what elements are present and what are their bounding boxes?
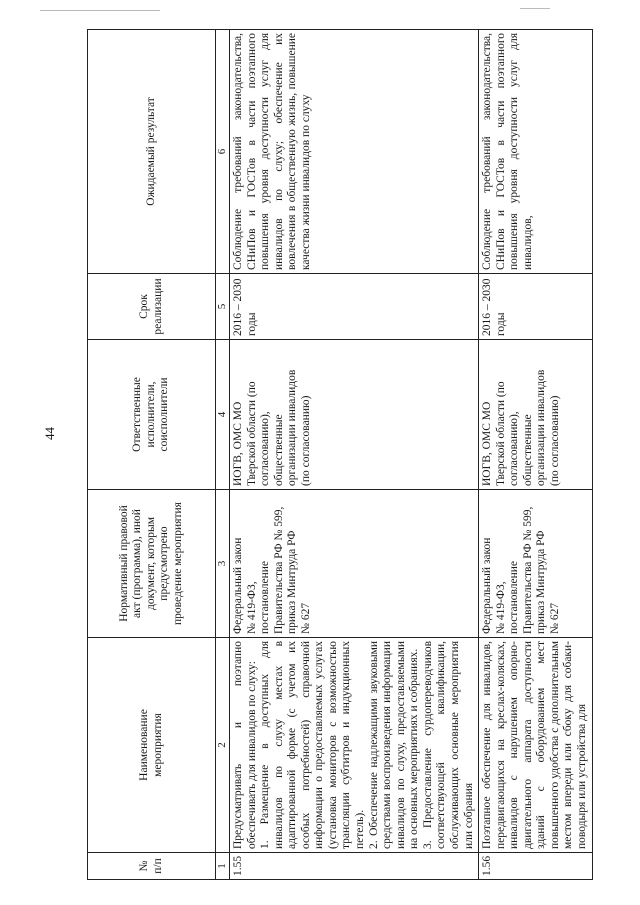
measure-name: Поэтапное обеспечение для инвалидов, передвигающихся на креслах-колясках, инвалидов с нарушением опорно-двигательного аппарата доступности зданий с оборудованием мест повышенного удобства с дополнительным местом впереди или сбоку для собаки-поводыря или устройства для: [479, 638, 593, 853]
header-num: № п/п: [88, 853, 216, 880]
table-header-row: [88, 30, 216, 880]
table-row: [229, 30, 478, 880]
header-result: Ожидаемый результат: [88, 30, 216, 274]
term: 2016 – 2030 годы: [229, 274, 478, 340]
executors: ИОГВ, ОМС МО Тверской области (по согласованию), общественные организации инвалидов (по согласованию): [229, 340, 478, 490]
header-term: Срок реализации: [88, 274, 216, 340]
expected-result: Соблюдение требований законодательства, СНиПов и ГОСТов в части поэтапного повышения уровня доступности услуг для инвалидов по слуху; обеспечение их вовлечения в общественную жизнь, повышение качества жизни инвалидов по слуху: [229, 30, 478, 274]
expected-result: Соблюдение требований законодательства, СНиПов и ГОСТов в части поэтапного повышения уровня доступности услуг для инвалидов,: [479, 30, 593, 274]
legal-act: Федеральный закон № 419-ФЗ, постановление Правительства РФ № 599, приказ Минтруда РФ № 627: [479, 490, 593, 638]
scan-artifact: [520, 8, 550, 9]
row-number: 1.55: [229, 853, 478, 880]
term: 2016 – 2030 годы: [479, 274, 593, 340]
column-number-row: [216, 30, 230, 880]
page-number: 44: [42, 427, 57, 440]
column-number: 1: [216, 853, 230, 880]
executors: ИОГВ, ОМС МО Тверской области (по согласованию), общественные организации инвалидов (по согласованию): [479, 340, 593, 490]
column-number: 5: [216, 274, 230, 340]
measures-table: [87, 29, 593, 880]
table-row: [479, 30, 593, 880]
column-number: 2: [216, 638, 230, 853]
header-act: Нормативный правовой акт (программа), иной документ, которым предусмотрено проведение мероприятия: [88, 490, 216, 638]
column-number: 3: [216, 490, 230, 638]
legal-act: Федеральный закон № 419-ФЗ, постановление Правительства РФ № 599, приказ Минтруда РФ № 627: [229, 490, 478, 638]
rotated-table-container: [87, 30, 587, 880]
scan-artifact: [40, 10, 160, 11]
column-number: 6: [216, 30, 230, 274]
column-number: 4: [216, 340, 230, 490]
measure-name: Предусматривать и поэтапно обеспечивать для инвалидов по слуху: 1. Размещение в доступных для инвалидов по слуху местах в адаптированной форме (с учетом их особых потребностей) справочной информации о предоставляемых услугах (установка мониторов с возможностью трансляции субтитров и индукционных петель). 2. Обеспечение надлежащими звуковыми средствами воспроизведения информации инвалидов по слуху, предоставляемыми на основных мероприятиях и собраниях. 3. Предоставление сурдопереводчиков соответствующей квалификации, обслуживающих основные мероприятия или собрания: [229, 638, 478, 853]
row-number: 1.56: [479, 853, 593, 880]
header-executors: Ответственные исполнители, соисполнители: [88, 340, 216, 490]
header-name: Наименование мероприятия: [88, 638, 216, 853]
